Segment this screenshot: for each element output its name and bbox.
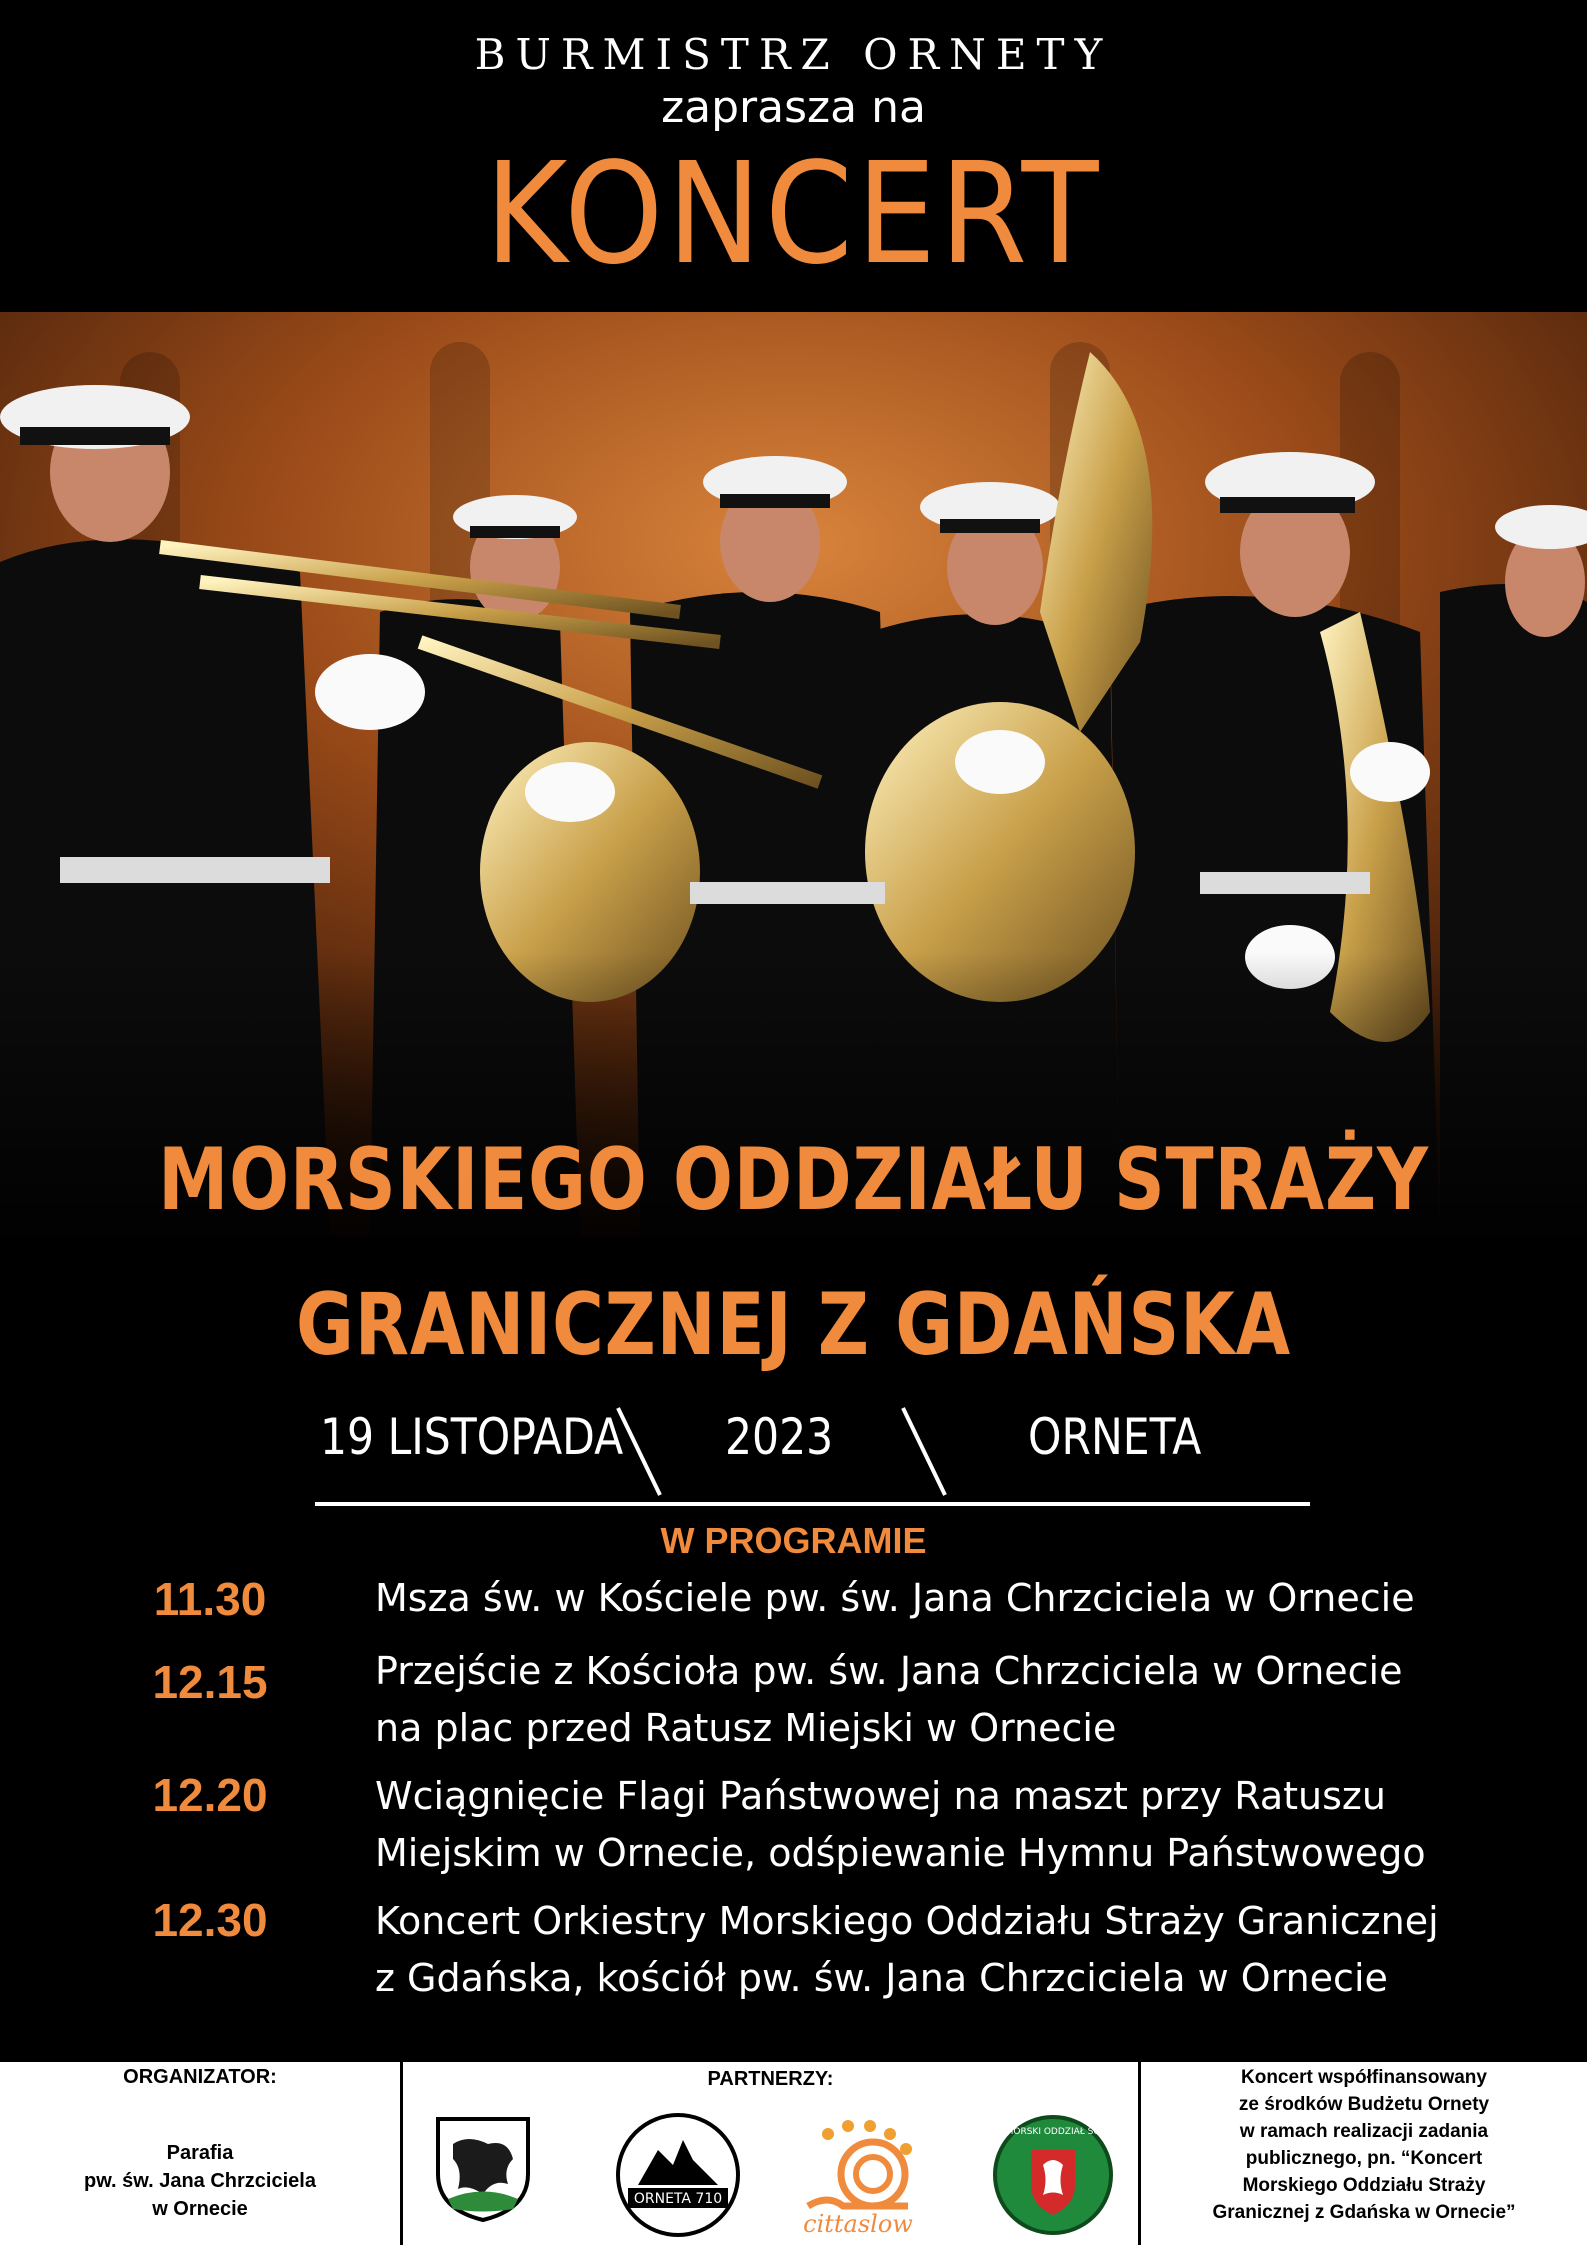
program-time: 12.30 (152, 1894, 268, 1946)
program-line: z Gdańska, kościół pw. św. Jana Chrzciciela w Ornecie (375, 1956, 1388, 2000)
funding-line: Koncert współfinansowany (1241, 2067, 1487, 2088)
band-title-line1: MORSKIEGO ODDZIAŁU STRAŻY (158, 1130, 1429, 1230)
funding-note (1141, 2064, 1587, 2226)
program-line: na plac przed Ratusz Miejski w Ornecie (375, 1706, 1117, 1750)
poster-title: KONCERT (484, 133, 1103, 296)
program-line: Przejście z Kościoła pw. św. Jana Chrzciciela w Ornecie (375, 1649, 1403, 1693)
date-underline (315, 1502, 1310, 1506)
funding-line: w ramach realizacji zadania (1239, 2121, 1489, 2142)
organizer-line: Parafia (166, 2142, 234, 2164)
program-time: 11.30 (153, 1573, 267, 1625)
organizer-section (0, 2062, 400, 2245)
funding-line: publicznego, pn. “Koncert (1245, 2148, 1483, 2169)
invitation-text: zaprasza na (661, 82, 926, 133)
program-item (375, 1768, 1525, 1882)
band-title-line2: GRANICZNEJ Z GDAŃSKA (295, 1275, 1291, 1375)
cittaslow-logo-icon (788, 2114, 928, 2239)
program-item (375, 1893, 1525, 2007)
orneta-logo-text: ORNETA 710 (633, 2191, 723, 2207)
partners-section (403, 2062, 1138, 2245)
program-line: Koncert Orkiestry Morskiego Oddziału Straży Granicznej (375, 1899, 1439, 1943)
program-item (375, 1570, 1525, 1627)
orneta-crest-icon (433, 2114, 533, 2224)
program-heading: W PROGRAMIE (660, 1520, 927, 1561)
slash-divider (895, 1400, 955, 1500)
border-guard-text: MORSKI ODDZIAŁ SG (1005, 2127, 1101, 2137)
slash-divider (610, 1400, 670, 1500)
program-line: Msza św. w Kościele pw. św. Jana Chrzciciela w Ornecie (375, 1576, 1415, 1620)
program-time: 12.20 (152, 1769, 268, 1821)
funding-line: Granicznej z Gdańska w Ornecie” (1212, 2202, 1516, 2223)
border-guard-emblem-icon (993, 2110, 1113, 2240)
funding-section (1141, 2062, 1587, 2245)
program-line: Miejskim w Ornecie, odśpiewanie Hymnu Państwowego (375, 1831, 1426, 1875)
program-item (375, 1643, 1525, 1757)
funding-line: ze środków Budżetu Ornety (1238, 2094, 1490, 2115)
cittaslow-text: cittaslow (803, 2210, 913, 2238)
funding-line: Morskiego Oddziału Straży (1242, 2175, 1486, 2196)
organizer-name (0, 2139, 400, 2223)
event-year: 2023 (725, 1408, 834, 1466)
program-line: Wciągnięcie Flagi Państwowej na maszt przy Ratuszu (375, 1774, 1386, 1818)
partners-heading: PARTNERZY: (707, 2068, 834, 2090)
footer (0, 2062, 1587, 2245)
organizer-line: w Ornecie (152, 2198, 248, 2220)
event-place: ORNETA (1028, 1408, 1202, 1466)
orneta-710-logo-icon (613, 2110, 743, 2240)
event-details (310, 1400, 1310, 1510)
band-photo (0, 312, 1587, 1237)
organizer-heading: ORGANIZATOR: (123, 2066, 277, 2088)
event-date: 19 LISTOPADA (320, 1408, 624, 1466)
organizer-title: BURMISTRZ ORNETY (474, 30, 1113, 79)
program-time: 12.15 (152, 1656, 268, 1708)
organizer-line: pw. św. Jana Chrzciciela (84, 2170, 316, 2192)
